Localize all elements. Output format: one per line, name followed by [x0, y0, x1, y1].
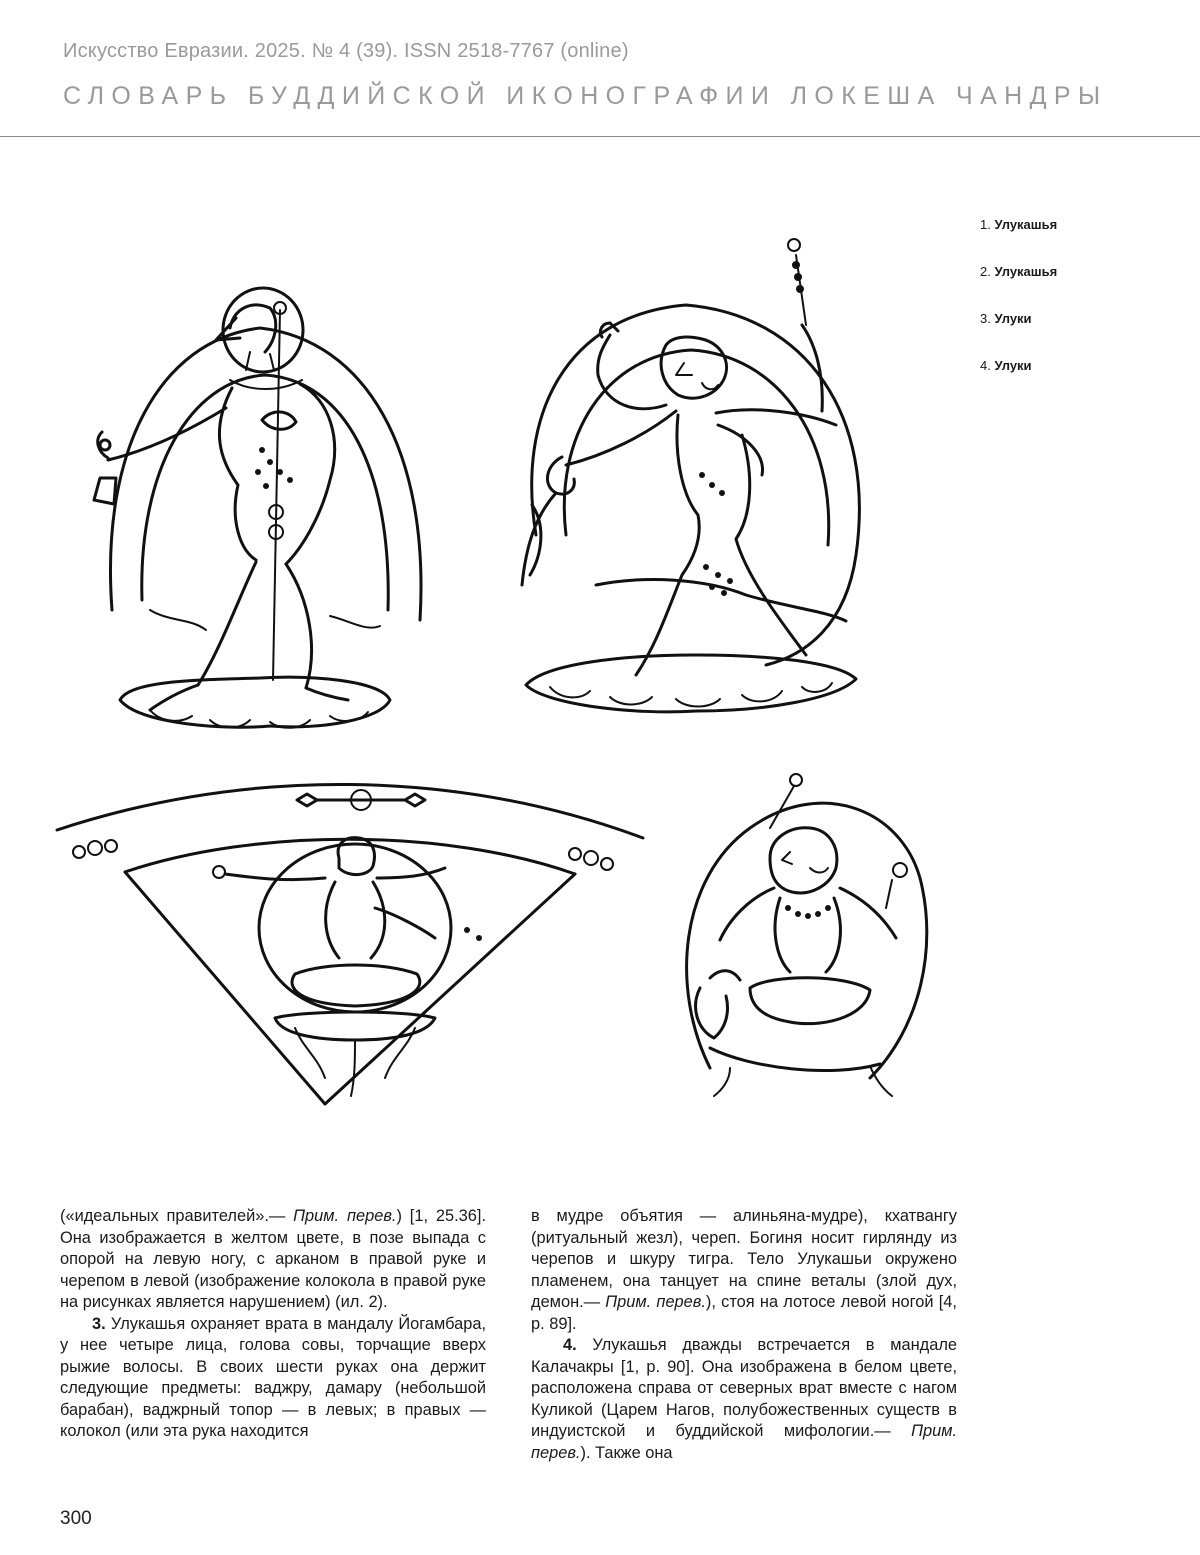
figure-1-ulukashya-drawing	[80, 280, 450, 730]
owl-headed-deity-drawing-icon	[506, 235, 876, 720]
text-span: ). Также она	[580, 1443, 673, 1462]
mandala-segment-deity-drawing-icon	[55, 778, 645, 1110]
section-title: СЛОВАРЬ БУДДИЙСКОЙ ИКОНОГРАФИИ ЛОКЕША ЧАНДРЫ	[63, 82, 1108, 110]
text-span: Улукашья охраняет врата в мандалу Йогамбара, у нее четыре лица, голова совы, торчащие вверх рыжие волосы. В своих шести руках она держит следующие предметы: ваджру, дамару (небольшой барабан), ваджрный топор — в левых; в правых — колокол (или эта рука находится	[60, 1314, 486, 1440]
caption-name: Улукашья	[994, 217, 1058, 232]
text-span: ) [1, 25.36]. Она изображается в желтом цвете, в позе выпада с опорой на левую ногу, с арканом в правой руке и черепом в левой (изображение колокола в правой руке на рисунках является нарушением) (ил. 2).	[60, 1207, 486, 1311]
caption-number: 1.	[980, 217, 991, 232]
caption-name: Улуки	[994, 358, 1032, 373]
note-italic: Прим. перев.	[531, 1422, 957, 1462]
text-column-right	[531, 1206, 957, 1464]
caption-name: Улуки	[994, 311, 1032, 326]
note-italic: Прим. перев.	[293, 1207, 397, 1225]
paragraph	[531, 1206, 957, 1335]
caption-3	[980, 310, 1057, 357]
caption-name: Улукашья	[994, 264, 1058, 279]
figure-4-uluki-seated-drawing	[670, 768, 950, 1108]
paragraph	[60, 1314, 486, 1443]
page-number: 300	[60, 1508, 92, 1529]
header-divider	[0, 136, 1200, 137]
caption-number: 2.	[980, 264, 991, 279]
item-number: 4.	[563, 1336, 577, 1354]
note-italic: Прим. перев.	[605, 1293, 706, 1311]
figure-2-ulukashya-drawing	[506, 235, 876, 720]
caption-number: 4.	[980, 358, 991, 373]
figure-captions	[980, 216, 1057, 404]
item-number: 3.	[92, 1314, 106, 1333]
caption-number: 3.	[980, 311, 991, 326]
seated-deity-drawing-icon	[670, 768, 950, 1108]
figure-3-uluki-mandala-drawing	[55, 778, 645, 1110]
paragraph	[60, 1206, 486, 1314]
text-span: в мудре объятия — алиньяна-мудре), кхатвангу (ритуальный жезл), череп. Богиня носит гирлянду из черепов и шкуру тигра. Тело Улукашьи окружено пламенем, она танцует на спине веталы (злой дух, демон.—	[531, 1207, 957, 1311]
text-span: («идеальных правителей».—	[60, 1207, 294, 1225]
text-span: ), стоя на лотосе левой ногой [4, p. 89].	[531, 1293, 957, 1333]
caption-1	[980, 216, 1057, 263]
caption-2	[980, 263, 1057, 310]
text-span: Улукашья дважды встречается в мандале Калачакры [1, p. 90]. Она изображена в белом цвете, расположена справа от северных врат вместе с нагом Куликой (Царем Нагов, полубожественных существ в индуистской и буддийской мифологии.—	[531, 1336, 957, 1440]
owl-headed-deity-drawing-icon	[80, 280, 450, 730]
caption-4	[980, 357, 1057, 404]
journal-title: Искусство Евразии. 2025. № 4 (39). ISSN 2518-7767 (online)	[63, 40, 629, 62]
text-column-left	[60, 1206, 486, 1443]
paragraph	[531, 1335, 957, 1464]
